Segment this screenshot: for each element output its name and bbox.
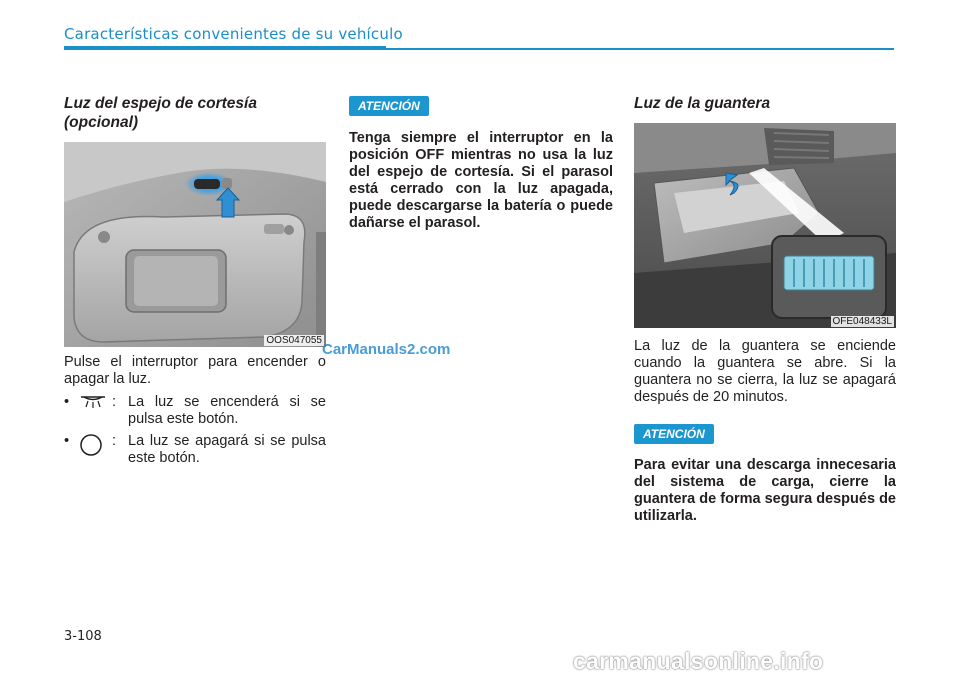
- figure-code: OOS047055: [266, 335, 322, 346]
- attention-badge: ATENCIÓN: [634, 424, 714, 444]
- header-rule: [386, 48, 894, 50]
- attention-badge: ATENCIÓN: [349, 96, 429, 116]
- vanity-mirror-figure: [64, 142, 326, 347]
- glove-box-illustration: [634, 123, 896, 328]
- list-item: [64, 394, 326, 430]
- figure-code: OFE048433L: [832, 316, 892, 327]
- section-header-title: Características convenientes de su vehículo: [64, 25, 403, 43]
- light-on-description: La luz se encenderá si se pulsa este botón.: [128, 394, 326, 427]
- vanity-mirror-title: Luz del espejo de cortesía (opcional): [64, 95, 257, 131]
- header-divider: [64, 46, 386, 50]
- vanity-mirror-illustration: [64, 142, 326, 347]
- glove-box-body: La luz de la guantera se enciende cuando la guantera se abre. Si la guantera no se cierra, la luz se apagará después de 20 minutos.: [634, 338, 896, 405]
- site-watermark: CarManuals2.com: [322, 341, 451, 358]
- vanity-mirror-attention-text: Tenga siempre el interruptor en la posición OFF mientras no usa la luz del espejo de cortesía. Si el parasol está cerrado con la luz apagada, puede descargarse la batería o puede dañarse el parasol.: [349, 130, 613, 231]
- list-item: [64, 433, 326, 469]
- light-on-icon: [78, 394, 108, 417]
- glove-box-figure: [634, 123, 896, 328]
- footer-watermark: carmanualsonline.info: [573, 648, 824, 674]
- light-off-description: La luz se apagará si se pulsa este botón.: [128, 433, 326, 466]
- vanity-mirror-intro: Pulse el interruptor para encender o apagar la luz.: [64, 354, 326, 387]
- bullet-colon: :: [112, 433, 117, 449]
- glove-box-title: Luz de la guantera: [634, 95, 771, 112]
- bullet-marker: •: [64, 394, 70, 410]
- bullet-marker: •: [64, 433, 70, 449]
- light-off-icon: [78, 433, 108, 464]
- bullet-colon: :: [112, 394, 117, 410]
- glove-box-attention-text: Para evitar una descarga innecesaria del sistema de carga, cierre la guantera de forma segura después de utilizarla.: [634, 457, 896, 524]
- page-number: 3-108: [64, 629, 102, 644]
